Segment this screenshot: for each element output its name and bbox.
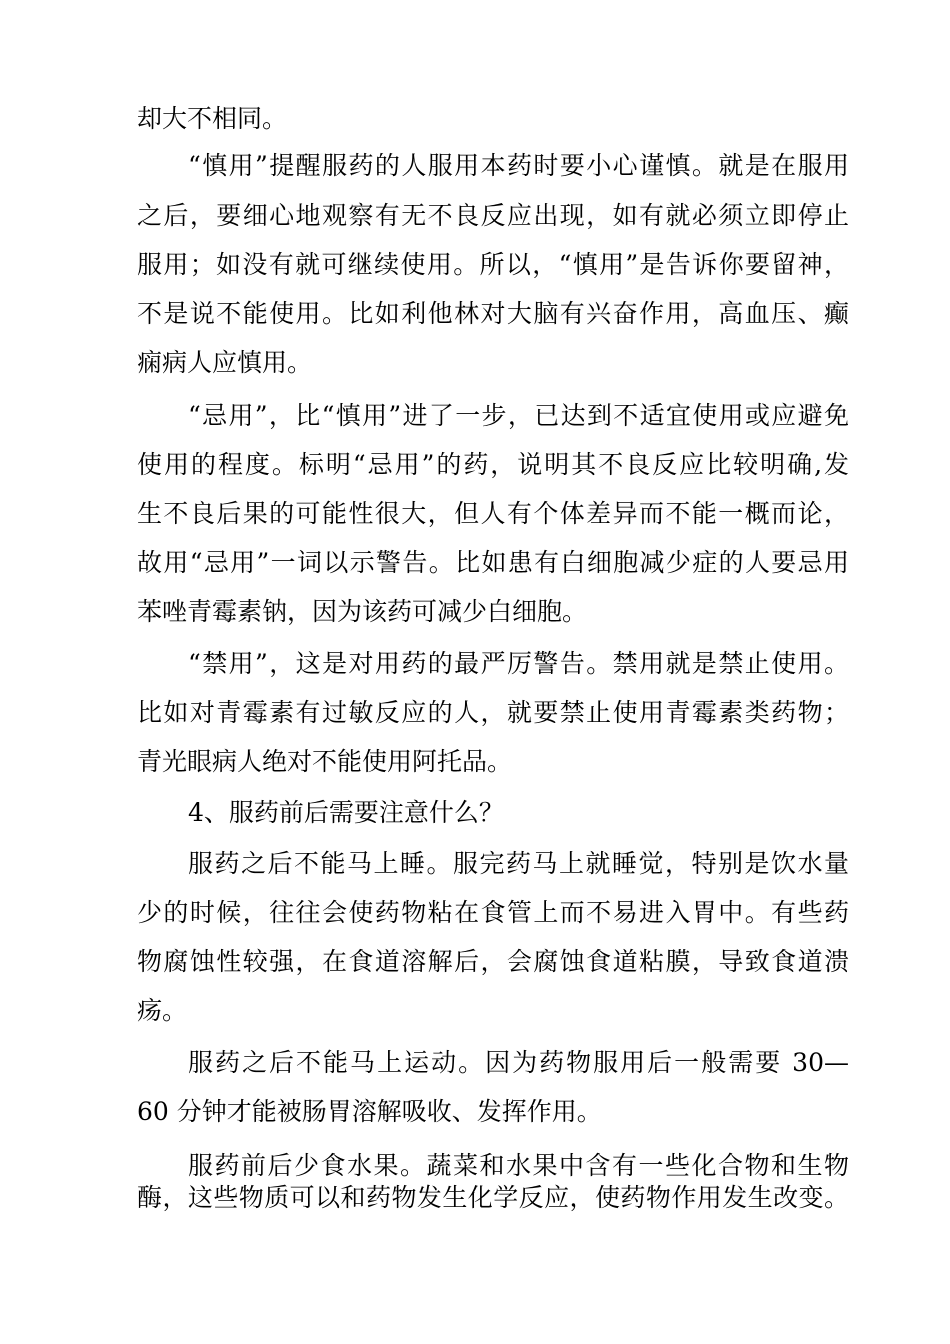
text-line: 酶，这些物质可以和药物发生化学反应，使药物作用发生改变。 — [137, 1183, 849, 1212]
paragraph-first-line: “禁用”，这是对用药的最严厉警告。禁用就是禁止使用。 — [188, 649, 849, 678]
text-line: 不是说不能使用。比如利他林对大脑有兴奋作用，高血压、癫 — [137, 299, 849, 328]
paragraph-first-line: 服药前后少食水果。蔬菜和水果中含有一些化合物和生物 — [188, 1151, 849, 1180]
paragraph-first-line: “忌用”，比“慎用”进了一步，已达到不适宜使用或应避免 — [188, 401, 849, 430]
text-line: 60 分钟才能被肠胃溶解吸收、发挥作用。 — [137, 1097, 602, 1126]
text-line: 青光眼病人绝对不能使用阿托品。 — [137, 747, 513, 776]
paragraph-first-line: 服药之后不能马上运动。因为药物服用后一般需要 30— — [188, 1048, 849, 1077]
text-line: 比如对青霉素有过敏反应的人，就要禁止使用青霉素类药物； — [137, 698, 849, 727]
text-line: 痫病人应慎用。 — [137, 348, 313, 377]
text-line: 疡。 — [137, 996, 188, 1025]
paragraph-first-line: “慎用”提醒服药的人服用本药时要小心谨慎。就是在服用 — [188, 151, 849, 180]
text-line: 苯唑青霉素钠，因为该药可减少白细胞。 — [137, 597, 588, 626]
section-heading: 4、服药前后需要注意什么？ — [188, 798, 504, 827]
text-line: 却大不相同。 — [137, 104, 288, 133]
text-line: 使用的程度。标明“忌用”的药，说明其不良反应比较明确,发 — [137, 450, 849, 479]
paragraph-first-line: 服药之后不能马上睡。服完药马上就睡觉，特别是饮水量 — [188, 849, 849, 878]
text-line: 服用；如没有就可继续使用。所以，“慎用”是告诉你要留神， — [137, 250, 849, 279]
text-line: 故用“忌用”一词以示警告。比如患有白细胞减少症的人要忌用 — [137, 548, 849, 577]
text-line: 生不良后果的可能性很大，但人有个体差异而不能一概而论， — [137, 499, 849, 528]
text-line: 物腐蚀性较强，在食道溶解后，会腐蚀食道粘膜，导致食道溃 — [137, 947, 849, 976]
text-line: 之后，要细心地观察有无不良反应出现，如有就必须立即停止 — [137, 201, 849, 230]
text-line: 少的时候，往往会使药物粘在食管上而不易进入胃中。有些药 — [137, 898, 849, 927]
